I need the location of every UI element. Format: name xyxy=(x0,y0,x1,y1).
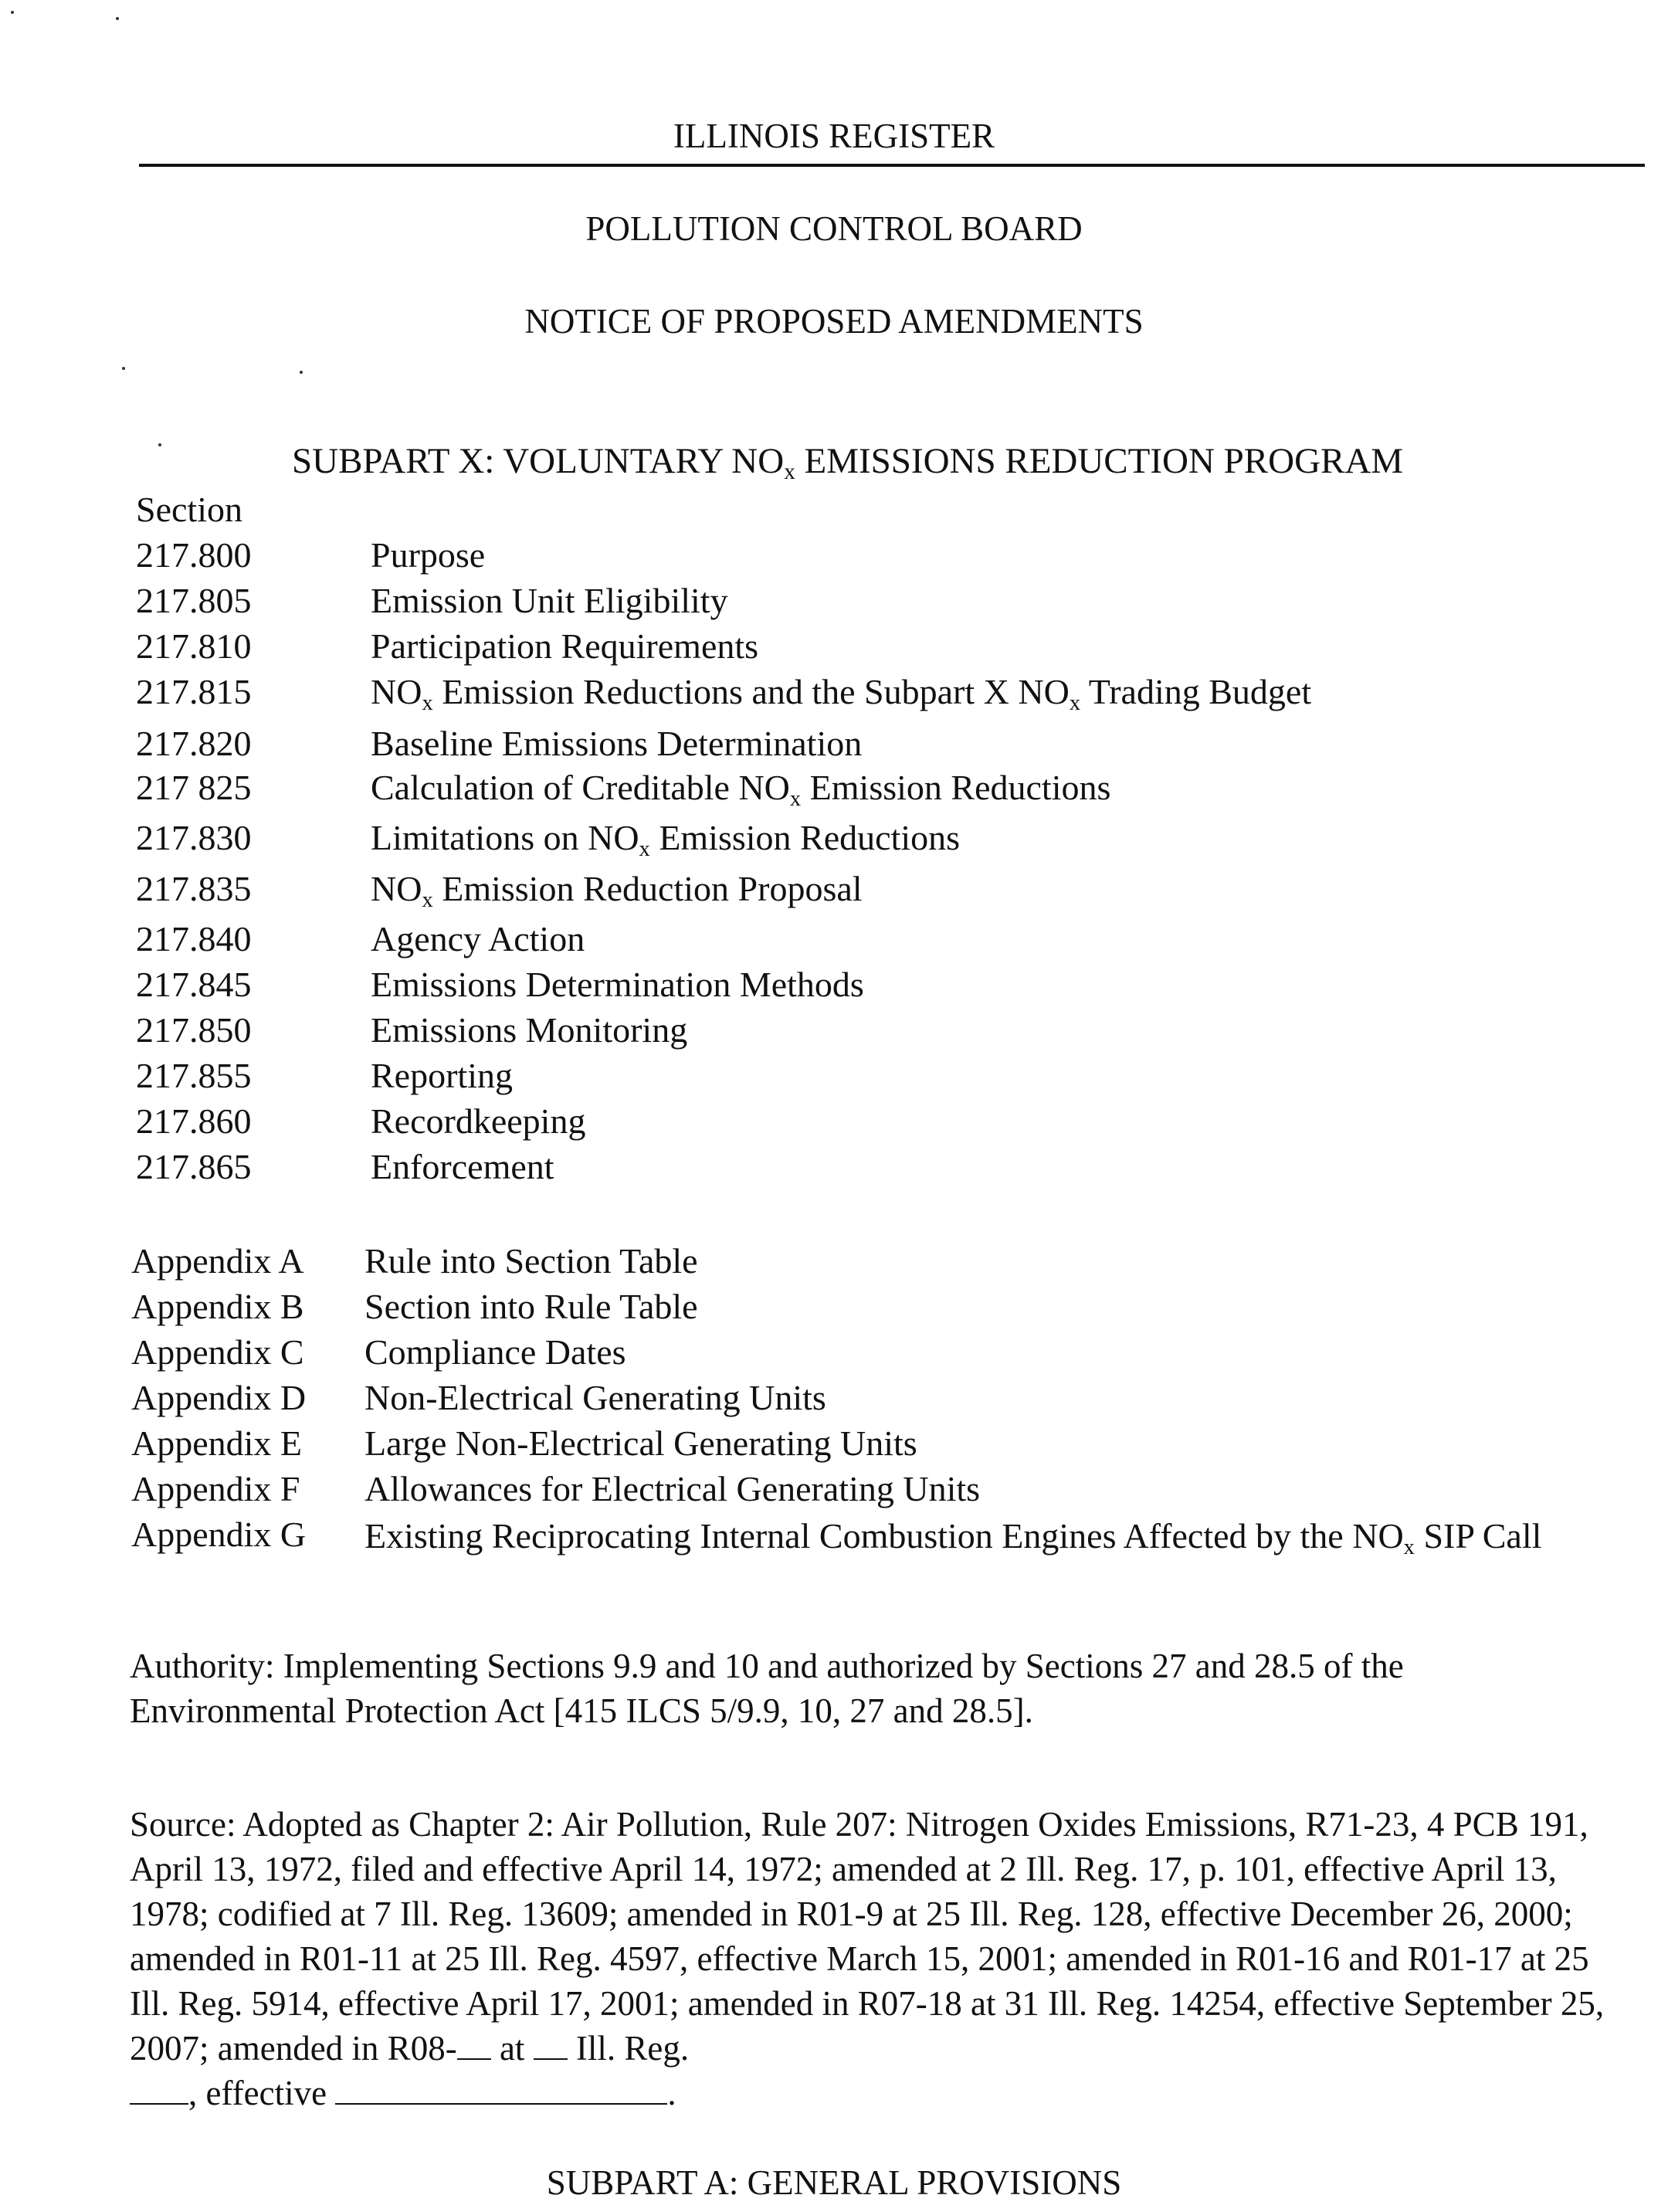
scan-speck xyxy=(116,17,119,20)
scan-speck xyxy=(300,371,303,374)
source-note: Source: Adopted as Chapter 2: Air Pollution, Rule 207: Nitrogen Oxides Emissions, R71-23, 4 PCB 191, April 13, 1972, filed and effective April 14, 1972; amended at 2 Ill. Reg. 17, p. 101, effective April 13, 1978; codified at 7 Ill. Reg. 13609; amended in R01-9 at 25 Ill. Reg. 128, effective December 26, 2000; amended in R01-11 at 25 Ill. Reg. 4597, effective March 15, 2001; amended in R01-16 and R01-17 at 25 Ill. Reg. 5914, effective April 17, 2001; amended in R07-18 at 31 Ill. Reg. 14254, effective September 25, 2007; amended in R08- at Ill. Reg. , effective . xyxy=(130,1805,1605,2112)
appendix-title: Rule into Section Table xyxy=(364,1241,698,1281)
section-title: Enforcement xyxy=(371,1147,554,1186)
section-title: Participation Requirements xyxy=(371,626,759,666)
section-number: 217.865 xyxy=(136,1147,252,1186)
section-column-label: Section xyxy=(136,490,242,529)
section-number: 217.860 xyxy=(136,1101,252,1141)
section-title: Baseline Emissions Determination xyxy=(371,724,863,763)
section-title: Emissions Monitoring xyxy=(371,1010,688,1050)
appendix-label: Appendix B xyxy=(131,1287,304,1326)
appendix-label: Appendix A xyxy=(131,1241,304,1281)
section-title: $NO_x$ Emission Reductions and the Subpart X $NO_x$ Trading Budget xyxy=(371,672,1312,715)
scan-speck xyxy=(158,443,161,446)
appendix-title: Compliance Dates xyxy=(364,1332,626,1372)
section-title: Emissions Determination Methods xyxy=(371,965,864,1004)
appendix-title: Non-Electrical Generating Units xyxy=(364,1378,826,1417)
appendix-title: Existing Reciprocating Internal Combustion Engines Affected by the $NO_x$ SIP Call xyxy=(364,1516,1542,1559)
appendix-label: Appendix G xyxy=(131,1515,307,1554)
appendix-label: Appendix D xyxy=(131,1378,307,1417)
appendix-title: Large Non-Electrical Generating Units xyxy=(364,1423,917,1463)
board-title: POLLUTION CONTROL BOARD xyxy=(585,209,1083,248)
section-title: Agency Action xyxy=(371,919,585,958)
section-title: $NO_x$ Emission Reduction Proposal xyxy=(371,869,863,912)
appendix-label: Appendix E xyxy=(131,1423,303,1463)
subpart-a-heading: SUBPART A: GENERAL PROVISIONS xyxy=(546,2163,1122,2202)
appendix-title: Section into Rule Table xyxy=(364,1287,698,1326)
appendix-label: Appendix C xyxy=(131,1332,304,1372)
section-number: 217.815 xyxy=(136,672,252,711)
section-number: 217.805 xyxy=(136,581,252,620)
section-number: 217.810 xyxy=(136,626,252,666)
authority-note: Authority: Implementing Sections 9.9 and 10 and authorized by Sections 27 and 28.5 of the Environmental Protection Act [415 ILCS 5/9.9, 10, 27 and 28.5]. xyxy=(130,1647,1404,1730)
subpart-x-heading: SUBPART X: VOLUNTARY $NO_x$ EMISSIONS REDUCTION PROGRAM xyxy=(292,441,1404,485)
section-title: Emission Unit Eligibility xyxy=(371,581,728,620)
section-number: 217 825 xyxy=(136,768,252,807)
scan-speck xyxy=(122,367,125,370)
section-number: 217.840 xyxy=(136,919,252,958)
section-number: 217.800 xyxy=(136,535,252,575)
register-title: ILLINOIS REGISTER xyxy=(673,117,995,155)
section-number: 217.855 xyxy=(136,1056,252,1095)
appendix-label: Appendix F xyxy=(131,1469,300,1508)
section-title: Recordkeeping xyxy=(371,1101,586,1141)
section-number: 217.835 xyxy=(136,869,252,908)
section-title: Limitations on $NO_x$ Emission Reductions xyxy=(371,818,961,861)
section-number: 217.845 xyxy=(136,965,252,1004)
section-number: 217.830 xyxy=(136,818,252,857)
scan-speck xyxy=(11,11,14,14)
header-rule xyxy=(139,164,1645,167)
notice-title: NOTICE OF PROPOSED AMENDMENTS xyxy=(524,302,1144,341)
section-title: Purpose xyxy=(371,535,486,575)
section-title: Calculation of Creditable $NO_x$ Emission Reductions xyxy=(371,768,1111,811)
section-number: 217.820 xyxy=(136,724,252,763)
section-number: 217.850 xyxy=(136,1010,252,1050)
appendix-title: Allowances for Electrical Generating Units xyxy=(364,1469,981,1508)
section-title: Reporting xyxy=(371,1056,513,1095)
